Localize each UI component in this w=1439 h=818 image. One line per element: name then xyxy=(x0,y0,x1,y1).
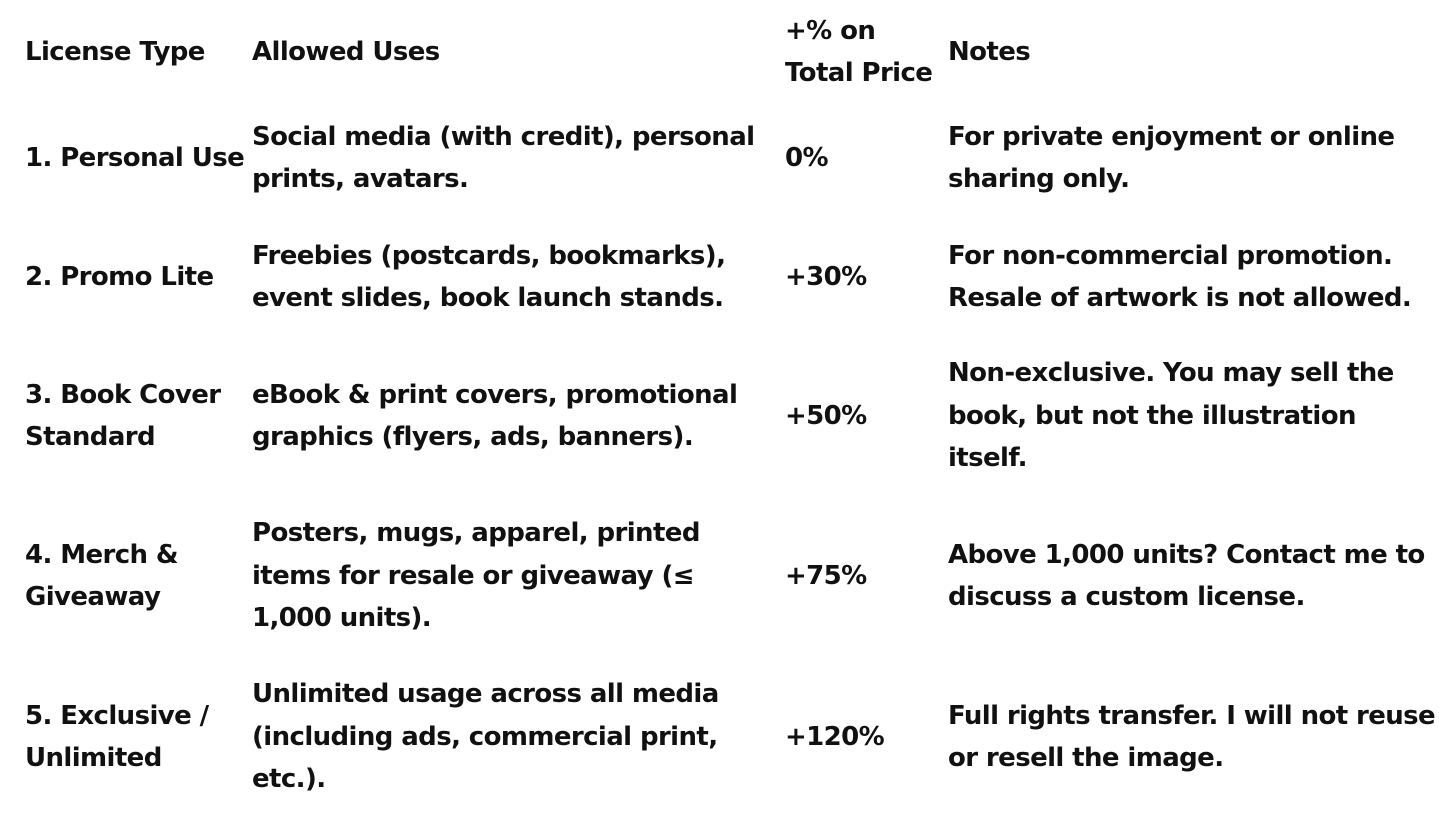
license-type-cell: 3. Book Cover Standard xyxy=(25,379,221,452)
license-type-cell: 5. Exclusive / Unlimited xyxy=(25,700,209,773)
license-type-cell: 1. Personal Use xyxy=(25,142,245,173)
notes-cell: Full rights transfer. I will not reuse or resell the image. xyxy=(948,700,1436,773)
notes-cell: Above 1,000 units? Contact me to discuss a custom license. xyxy=(948,539,1425,612)
header-price: +% on Total Price xyxy=(785,15,933,88)
allowed-uses-cell: eBook & print covers, promotional graphics (flyers, ads, banners). xyxy=(252,379,738,452)
table-header-row xyxy=(18,6,1438,98)
header-allowed-uses: Allowed Uses xyxy=(252,36,440,67)
license-table xyxy=(18,6,1438,818)
table-row xyxy=(18,656,1438,818)
notes-cell: Non-exclusive. You may sell the book, but not the illustration itself. xyxy=(948,358,1394,474)
notes-cell: For non-commercial promotion. Resale of artwork is not allowed. xyxy=(948,240,1412,313)
price-cell: +120% xyxy=(785,721,885,752)
notes-cell: For private enjoyment or online sharing only. xyxy=(948,121,1395,194)
allowed-uses-cell: Freebies (postcards, bookmarks), event slides, book launch stands. xyxy=(252,240,726,313)
price-cell: 0% xyxy=(785,142,828,173)
license-type-cell: 4. Merch & Giveaway xyxy=(25,539,178,612)
price-cell: +50% xyxy=(785,400,867,431)
allowed-uses-cell: Posters, mugs, apparel, printed items for resale or giveaway (≤ 1,000 units). xyxy=(252,518,700,634)
table-row xyxy=(18,496,1438,656)
table-row xyxy=(18,336,1438,496)
price-cell: +75% xyxy=(785,560,867,591)
header-license-type: License Type xyxy=(25,36,205,67)
header-notes: Notes xyxy=(948,36,1031,67)
license-type-cell: 2. Promo Lite xyxy=(25,261,214,292)
allowed-uses-cell: Unlimited usage across all media (including ads, commercial print, etc.). xyxy=(252,679,719,795)
table-row xyxy=(18,98,1438,218)
price-cell: +30% xyxy=(785,261,867,292)
table-row xyxy=(18,218,1438,336)
allowed-uses-cell: Social media (with credit), personal prints, avatars. xyxy=(252,121,755,194)
